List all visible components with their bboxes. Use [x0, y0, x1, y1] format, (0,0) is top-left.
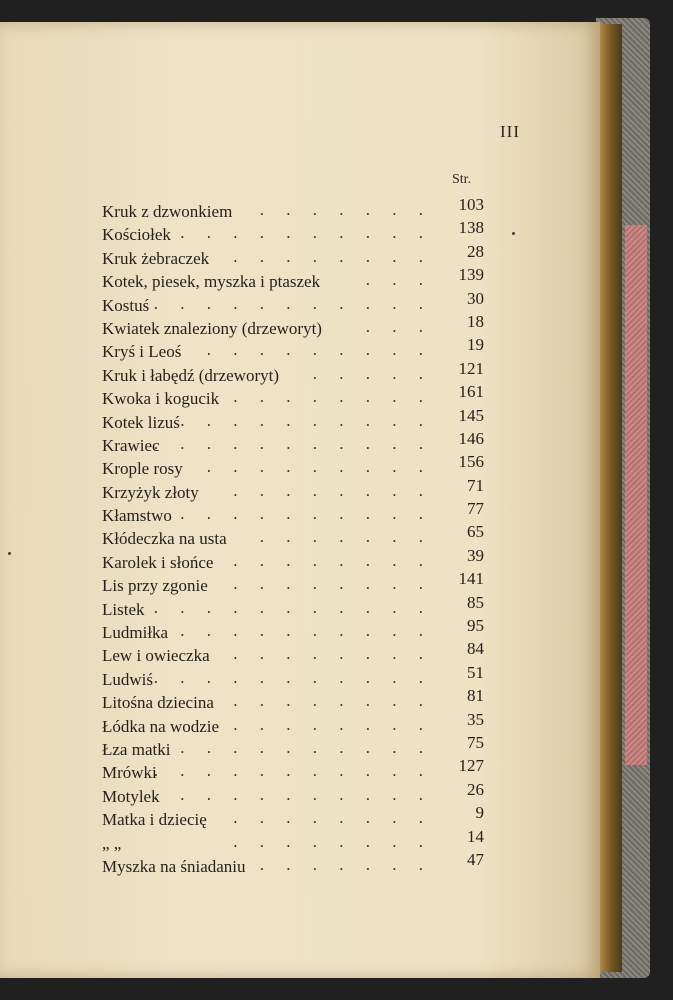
toc-entry-page: 18 [467, 311, 484, 331]
toc-entry-title: Łódka na wodzie [102, 716, 220, 736]
toc-leader-dots: . . . . . . . . [233, 550, 432, 570]
toc-leader-dots: . . . . . . . . [233, 808, 432, 828]
toc-entry-title: Ludmiłka [102, 623, 169, 643]
toc-entry [102, 639, 490, 666]
toc-entry-page: 30 [467, 288, 484, 308]
toc-entry-title: Krawiec [102, 435, 160, 455]
toc-entry-title: Listek [102, 599, 145, 619]
toc-entry-page: 28 [467, 241, 484, 261]
toc-leader-dots: . . . . . . . . . . . [153, 293, 432, 313]
toc-leader-dots: . . . . . . . . [233, 574, 432, 594]
toc-entry-page: 51 [467, 662, 484, 682]
toc-leader-dots: . . . . . . . [259, 854, 432, 874]
toc-entry [102, 241, 490, 268]
toc-entry [102, 265, 490, 292]
paper-speck [512, 232, 515, 235]
toc-entry-page: 161 [458, 382, 484, 402]
toc-entry-page: 77 [467, 499, 484, 519]
toc-leader-dots: . . . . . . . . . . [180, 504, 432, 524]
toc-entry [102, 686, 490, 713]
toc-entry [102, 405, 490, 432]
toc-entry [102, 592, 490, 619]
toc-leader-dots: . . . . . [312, 363, 432, 383]
toc-leader-dots: . . . . . . . . . . . [153, 433, 432, 453]
toc-entry [102, 195, 490, 221]
page-number: III [500, 122, 520, 141]
toc-entry [102, 382, 490, 409]
toc-entry [102, 452, 490, 479]
toc-entry-title: Lew i owieczka [102, 646, 210, 666]
toc-entry-title: Kostuś [102, 295, 150, 315]
toc-entry-title: Kłódeczka na usta [102, 529, 227, 549]
toc-entry-title: Myszka na śniadaniu [102, 856, 246, 876]
toc-leader-dots: . . . . . . . [259, 200, 432, 219]
toc-leader-dots: . . . . . . . . [233, 714, 432, 734]
toc-entry [102, 849, 490, 876]
toc-leader-dots: . . . . . . . . . . . [153, 667, 432, 687]
toc-entry-page: 19 [467, 335, 484, 355]
toc-entry-page: 35 [467, 709, 484, 729]
toc-entry [102, 779, 490, 806]
toc-leader-dots: . . . [365, 270, 432, 290]
toc-entry-title: „ „ [102, 833, 122, 853]
toc-entry-title: Krzyżyk złoty [102, 482, 199, 502]
toc-leader-dots: . . . . . . . . . . . [153, 597, 432, 617]
toc-entry-page: 127 [458, 756, 484, 776]
toc-entry [102, 732, 490, 759]
toc-entry-page: 47 [467, 849, 484, 869]
toc-entry-title: Ludwiś [102, 669, 153, 689]
toc-leader-dots: . . . . . . . . [233, 691, 432, 711]
toc-entry-page: 14 [467, 826, 484, 846]
toc-entry [102, 756, 490, 783]
toc-entry-title: Kotek lizuś [102, 412, 180, 432]
toc-entry-page: 103 [458, 195, 484, 214]
toc-entry-title: Kruk i łabędź (drzeworyt) [102, 365, 280, 385]
table-of-contents [102, 195, 490, 876]
toc-leader-dots: . . . . . . . . . . [180, 621, 432, 641]
toc-entry-title: Mrówki [102, 763, 157, 783]
toc-entry [102, 428, 490, 455]
toc-entry-title: Matka i dziecię [102, 810, 207, 830]
toc-leader-dots: . . . . . . . . . . . [153, 761, 432, 781]
toc-entry-page: 65 [467, 522, 484, 542]
toc-entry-page: 26 [467, 779, 484, 799]
toc-entry-title: Kwoka i kogucik [102, 389, 220, 409]
toc-entry [102, 335, 490, 362]
toc-entry [102, 311, 490, 338]
toc-leader-dots: . . . . . . . . . . [180, 737, 432, 757]
toc-leader-dots: . . . . . . . . [233, 246, 432, 266]
toc-entry-page: 81 [467, 686, 484, 706]
toc-entry [102, 569, 490, 596]
toc-entry [102, 709, 490, 736]
toc-entry-page: 138 [458, 218, 484, 238]
toc-leader-dots: . . . . . . . . . . [180, 410, 432, 430]
page-column-label: Str. [452, 172, 472, 187]
toc-entry [102, 218, 490, 245]
toc-entry [102, 545, 490, 572]
toc-entry-page: 156 [458, 452, 484, 472]
toc-entry-title: Kruk żebraczek [102, 248, 210, 268]
toc-entry [102, 358, 490, 385]
toc-entry [102, 475, 490, 502]
toc-leader-dots: . . . . . . . . . [206, 457, 432, 477]
toc-leader-dots: . . . . . . . . . . . [153, 784, 432, 804]
toc-entry [102, 803, 490, 830]
toc-entry-title: Kotek, piesek, myszka i ptaszek [102, 272, 321, 292]
cover-marbled-strip [625, 225, 647, 765]
toc-entry-title: Łza matki [102, 739, 171, 759]
toc-entry-page: 39 [467, 545, 484, 565]
toc-entry-page: 9 [475, 803, 484, 823]
toc-entry-title: Litośna dziecina [102, 693, 214, 713]
toc-entry [102, 288, 490, 315]
toc-entry-title: Kościołek [102, 225, 171, 245]
toc-leader-dots: . . . . . . . . [233, 644, 432, 664]
toc-entry-page: 146 [458, 428, 484, 448]
toc-leader-dots: . . . . . . . . [233, 831, 432, 851]
toc-entry [102, 616, 490, 643]
paper-speck [8, 552, 11, 555]
toc-leader-dots: . . . . . . . . [233, 387, 432, 407]
toc-entry-title: Kłamstwo [102, 506, 172, 526]
toc-leader-dots: . . . . . . . . [233, 480, 432, 500]
toc-entry-page: 85 [467, 592, 484, 612]
toc-leader-dots: . . . [365, 316, 432, 336]
toc-entry [102, 499, 490, 526]
toc-entry-title: Karolek i słońce [102, 552, 214, 572]
toc-entry-title: Kwiatek znaleziony (drzeworyt) [102, 318, 322, 338]
toc-leader-dots: . . . . . . . [259, 527, 432, 547]
toc-entry-title: Lis przy zgonie [102, 576, 208, 596]
toc-entry-title: Kryś i Leoś [102, 342, 182, 362]
toc-entry-title: Motylek [102, 786, 160, 806]
toc-entry-page: 84 [467, 639, 484, 659]
toc-entry-title: Kruk z dzwonkiem [102, 202, 233, 221]
toc-entry-title: Krople rosy [102, 459, 183, 479]
toc-entry-page: 145 [458, 405, 484, 425]
toc-entry-page: 141 [458, 569, 484, 589]
toc-entry-page: 95 [467, 616, 484, 636]
toc-leader-dots: . . . . . . . . . . [180, 223, 432, 243]
toc-entry-page: 139 [458, 265, 484, 285]
toc-entry [102, 522, 490, 549]
toc-entry-page: 75 [467, 732, 484, 752]
toc-entry [102, 662, 490, 689]
toc-entry [102, 826, 490, 853]
toc-leader-dots: . . . . . . . . . [206, 340, 432, 360]
toc-entry-page: 121 [458, 358, 484, 378]
toc-entry-page: 71 [467, 475, 484, 495]
book-page [0, 22, 600, 978]
